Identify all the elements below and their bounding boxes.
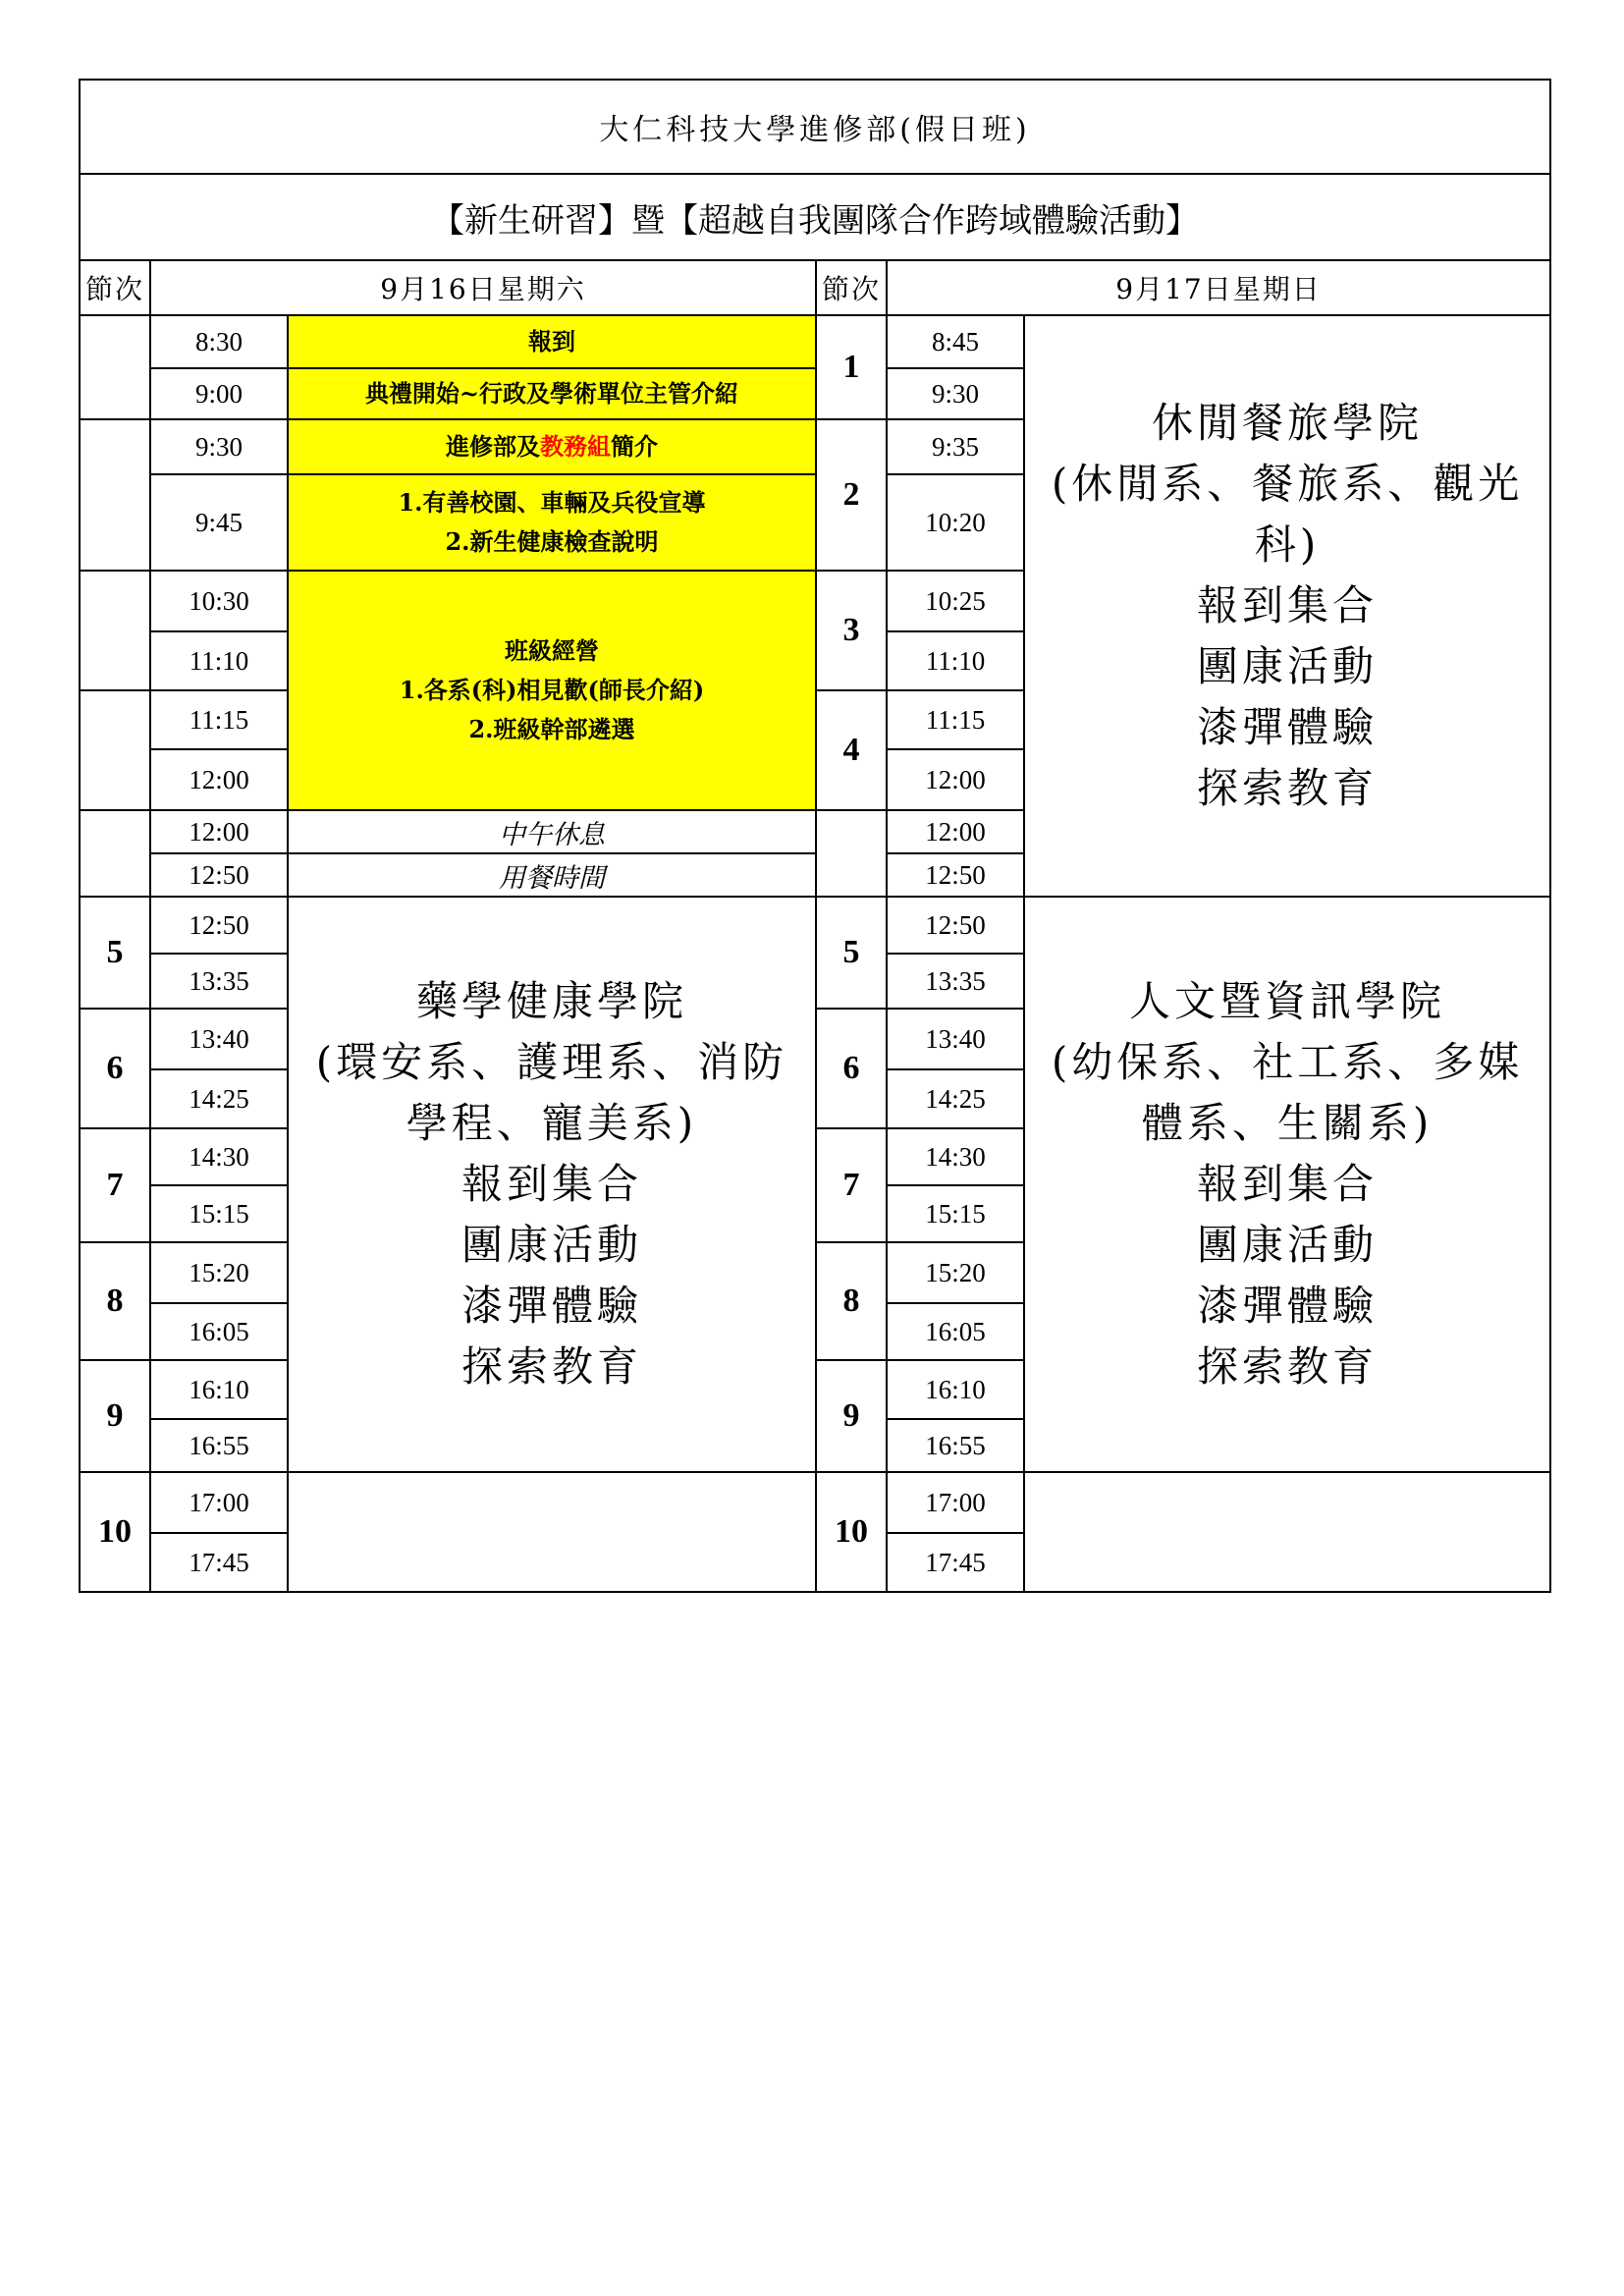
college-line: 漆彈體驗 [460,1282,642,1330]
time-cell: 14:25 [887,1069,1024,1128]
time-cell: 9:30 [150,419,288,474]
time-cell: 12:50 [887,897,1024,954]
period-cell-empty [80,690,150,810]
time-cell: 16:05 [887,1303,1024,1360]
class-line: 2.班級幹部遴選 [468,715,635,743]
college-line: (環安系、護理系、消防 [315,1038,788,1086]
day1-header: 9月16日星期六 [150,260,816,315]
time-cell: 10:30 [150,571,288,631]
period-cell: 10 [816,1472,887,1592]
time-cell: 11:15 [887,690,1024,749]
time-cell: 11:15 [150,690,288,749]
time-cell: 12:00 [150,810,288,853]
time-cell: 15:15 [887,1185,1024,1242]
campus-line: 1.有善校園、車輛及兵役宣導 [398,488,706,517]
period-cell: 1 [816,315,887,419]
time-cell: 12:50 [887,853,1024,897]
college-line: 漆彈體驗 [1197,1282,1379,1330]
schedule-table [79,79,1551,1593]
college-line: 探索教育 [1197,1342,1379,1391]
college-leisure-cell [1024,315,1550,897]
period-cell: 7 [816,1128,887,1242]
time-cell: 11:10 [150,631,288,690]
time-cell: 17:45 [887,1533,1024,1592]
time-cell: 13:40 [887,1009,1024,1069]
checkin-cell: 報到 [288,315,816,368]
class-line: 1.各系(科)相見歡(師長介紹) [399,676,705,704]
time-cell: 15:20 [150,1242,288,1303]
college-line: 團康活動 [1197,642,1379,690]
college-line: 團康活動 [1197,1221,1379,1269]
lunch-meal-cell: 用餐時間 [288,853,816,897]
table-row [80,1472,1550,1533]
period-cell: 10 [80,1472,150,1592]
subtitle-row [80,174,1550,260]
period-cell-empty [80,810,150,897]
period-cell: 6 [80,1009,150,1128]
time-cell: 10:25 [887,571,1024,631]
period-cell: 2 [816,419,887,571]
time-cell: 16:10 [150,1360,288,1419]
period-cell: 5 [816,897,887,1009]
period-cell-empty [80,419,150,571]
school-title: 大仁科技大學進修部(假日班) [80,80,1550,174]
college-line: (休閒系、餐旅系、觀光 [1051,460,1524,508]
period-cell: 7 [80,1128,150,1242]
period-header: 節次 [80,260,150,315]
college-line: 人文暨資訊學院 [1129,977,1446,1025]
time-cell: 13:35 [887,954,1024,1009]
time-cell: 17:00 [150,1472,288,1533]
college-line: 藥學健康學院 [415,977,687,1025]
header-row [80,260,1550,315]
period-cell: 3 [816,571,887,690]
college-line: 探索教育 [1197,764,1379,812]
time-cell: 8:30 [150,315,288,368]
college-line: 漆彈體驗 [1197,703,1379,751]
time-cell: 14:30 [150,1128,288,1185]
college-line: 科) [1254,520,1321,569]
time-cell: 14:25 [150,1069,288,1128]
time-cell: 12:00 [150,749,288,810]
opening-cell: 典禮開始~行政及學術單位主管介紹 [288,368,816,419]
class-management-cell [288,571,816,810]
college-humanities-cell [1024,897,1550,1472]
time-cell: 15:20 [887,1242,1024,1303]
time-cell: 12:50 [150,853,288,897]
time-cell: 12:00 [887,810,1024,853]
intro-text: 簡介 [611,432,658,461]
time-cell: 14:30 [887,1128,1024,1185]
academic-affairs-text: 教務組 [540,432,611,461]
period-cell: 9 [80,1360,150,1472]
time-cell: 9:35 [887,419,1024,474]
intro-text: 進修部及 [446,432,540,461]
time-cell: 13:35 [150,954,288,1009]
college-line: 學程、寵美系) [406,1099,698,1147]
time-cell: 8:45 [887,315,1024,368]
time-cell: 9:45 [150,474,288,571]
period-cell-empty [80,315,150,419]
campus-line: 2.新生健康檢查說明 [445,527,659,556]
period-cell: 6 [816,1009,887,1128]
time-cell: 12:00 [887,749,1024,810]
time-cell: 16:05 [150,1303,288,1360]
time-cell: 9:00 [150,368,288,419]
college-line: 報到集合 [1197,1160,1379,1208]
title-row [80,80,1550,174]
period-header: 節次 [816,260,887,315]
class-line: 班級經營 [505,636,599,665]
time-cell: 16:55 [887,1419,1024,1472]
period-cell: 8 [816,1242,887,1360]
college-line: 體系、生關系) [1141,1099,1434,1147]
time-cell: 10:20 [887,474,1024,571]
time-cell: 16:10 [887,1360,1024,1419]
college-line: 報到集合 [1197,581,1379,629]
day2-header: 9月17日星期日 [887,260,1550,315]
period-cell-empty [80,571,150,690]
time-cell: 17:45 [150,1533,288,1592]
college-pharmacy-cell [288,897,816,1472]
period-cell: 4 [816,690,887,810]
time-cell: 11:10 [887,631,1024,690]
intro-cell [288,419,816,474]
time-cell: 17:00 [887,1472,1024,1533]
college-line: 探索教育 [460,1342,642,1391]
time-cell: 12:50 [150,897,288,954]
college-line: 報到集合 [460,1160,642,1208]
empty-activity-cell [288,1472,816,1592]
table-row [80,315,1550,368]
table-row [80,897,1550,954]
period-cell: 5 [80,897,150,1009]
time-cell: 9:30 [887,368,1024,419]
college-line: (幼保系、社工系、多媒 [1051,1038,1524,1086]
time-cell: 15:15 [150,1185,288,1242]
time-cell: 16:55 [150,1419,288,1472]
campus-briefing-cell [288,474,816,571]
period-cell: 8 [80,1242,150,1360]
period-cell: 9 [816,1360,887,1472]
event-subtitle: 【新生研習】暨【超越自我團隊合作跨域體驗活動】 [80,174,1550,260]
empty-activity-cell [1024,1472,1550,1592]
college-line: 休閒餐旅學院 [1152,399,1424,447]
lunch-rest-cell: 中午休息 [288,810,816,853]
time-cell: 13:40 [150,1009,288,1069]
college-line: 團康活動 [460,1221,642,1269]
period-cell-empty [816,810,887,897]
